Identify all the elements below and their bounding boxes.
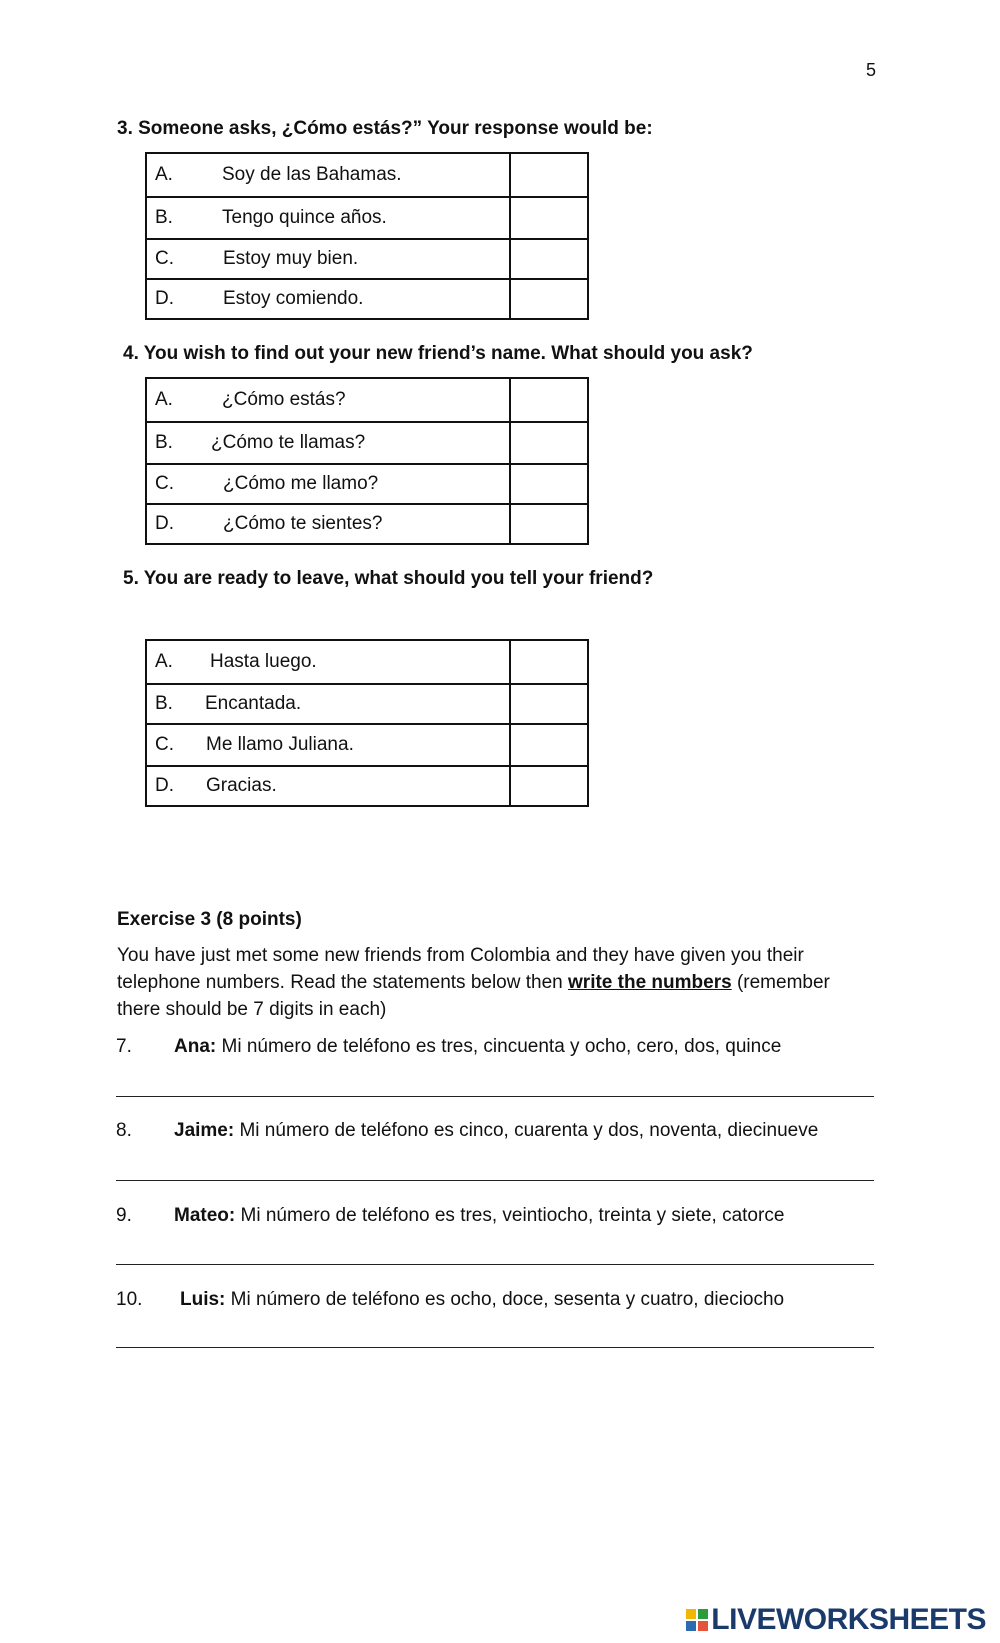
option-text: ¿Cómo me llamo?: [223, 473, 379, 494]
option-row: [146, 766, 588, 806]
answer-box[interactable]: [511, 207, 587, 230]
answer-line-7[interactable]: [116, 1070, 874, 1097]
phone-statement: [174, 1036, 781, 1058]
option-letter: D.: [155, 775, 174, 796]
option-letter: B.: [155, 432, 173, 453]
option-letter: B.: [155, 207, 173, 228]
phone-statement: [174, 1120, 818, 1142]
logo-square-icon: [698, 1621, 708, 1631]
option-row: [146, 279, 588, 319]
question-4-options: [145, 377, 589, 545]
exercise-instructions: [117, 942, 877, 1023]
logo-text: LIVEWORKSHEETS: [711, 1603, 986, 1636]
friend-name: Luis:: [180, 1289, 226, 1310]
option-row: [146, 640, 588, 684]
phone-statement: [180, 1289, 784, 1311]
option-letter: C.: [155, 473, 174, 494]
exercise-title: Exercise 3 (8 points): [117, 909, 302, 930]
option-text: ¿Cómo te sientes?: [223, 513, 383, 534]
statement-text: Mi número de teléfono es tres, veintiocho, treinta y siete, catorce: [235, 1205, 785, 1226]
option-row: [146, 504, 588, 544]
friend-name: Jaime:: [174, 1120, 235, 1141]
option-text: Me llamo Juliana.: [206, 734, 354, 755]
answer-line-10[interactable]: [116, 1321, 874, 1348]
question-5-options: [145, 639, 589, 807]
answer-box[interactable]: [511, 248, 587, 271]
answer-box[interactable]: [511, 693, 587, 716]
answer-line-9[interactable]: [116, 1238, 874, 1265]
option-row: [146, 239, 588, 279]
statement-text: Mi número de teléfono es tres, cincuenta y ocho, cero, dos, quince: [216, 1036, 782, 1057]
answer-box[interactable]: [511, 513, 587, 536]
option-row: [146, 422, 588, 464]
question-3-options: [145, 152, 589, 320]
option-letter: A.: [155, 651, 173, 672]
answer-line-8[interactable]: [116, 1154, 874, 1181]
statement-text: Mi número de teléfono es cinco, cuarenta y dos, noventa, diecinueve: [234, 1120, 819, 1141]
page-number: 5: [866, 60, 877, 80]
option-text: Hasta luego.: [210, 651, 317, 672]
phone-statement: [174, 1205, 784, 1227]
option-letter: D.: [155, 288, 174, 309]
option-letter: D.: [155, 513, 174, 534]
logo-square-icon: [686, 1621, 696, 1631]
logo-square-icon: [686, 1609, 696, 1619]
option-letter: B.: [155, 693, 173, 714]
option-text: Encantada.: [205, 693, 302, 714]
item-number: 9.: [116, 1205, 132, 1226]
liveworksheets-logo: [686, 1603, 986, 1637]
answer-box[interactable]: [511, 775, 587, 798]
friend-name: Mateo:: [174, 1205, 236, 1226]
option-text: Soy de las Bahamas.: [222, 164, 402, 185]
question-3-prompt: 3. Someone asks, ¿Cómo estás?” Your response would be:: [117, 118, 653, 139]
item-number: 8.: [116, 1120, 132, 1141]
option-text: ¿Cómo te llamas?: [211, 432, 366, 453]
friend-name: Ana:: [174, 1036, 217, 1057]
answer-box[interactable]: [511, 389, 587, 412]
liveworksheets-grid-icon: [686, 1609, 708, 1631]
logo-square-icon: [698, 1609, 708, 1619]
option-row: [146, 724, 588, 766]
instructions-emphasis: write the numbers: [568, 972, 732, 993]
answer-box[interactable]: [511, 164, 587, 187]
option-letter: C.: [155, 248, 174, 269]
option-text: Gracias.: [206, 775, 277, 796]
answer-box[interactable]: [511, 651, 587, 674]
option-row: [146, 464, 588, 504]
option-text: Estoy comiendo.: [223, 288, 364, 309]
option-row: [146, 197, 588, 239]
option-letter: C.: [155, 734, 174, 755]
item-number: 10.: [116, 1289, 143, 1310]
question-5-prompt: 5. You are ready to leave, what should you tell your friend?: [123, 568, 654, 589]
answer-box[interactable]: [511, 734, 587, 757]
item-number: 7.: [116, 1036, 132, 1057]
option-letter: A.: [155, 164, 173, 185]
instructions-text: You have just met some new friends from Colombia and they have given you their telephone numbers. Read the statements below then: [117, 945, 804, 993]
answer-box[interactable]: [511, 288, 587, 311]
option-text: Estoy muy bien.: [223, 248, 359, 269]
option-text: ¿Cómo estás?: [222, 389, 346, 410]
question-4-prompt: 4. You wish to find out your new friend’s name. What should you ask?: [123, 343, 753, 364]
answer-box[interactable]: [511, 473, 587, 496]
instructions-text: (remember there should be 7 digits in each): [117, 972, 830, 1020]
option-row: [146, 684, 588, 724]
answer-box[interactable]: [511, 432, 587, 455]
option-row: [146, 378, 588, 422]
option-letter: A.: [155, 389, 173, 410]
option-row: [146, 153, 588, 197]
statement-text: Mi número de teléfono es ocho, doce, sesenta y cuatro, dieciocho: [225, 1289, 785, 1310]
option-text: Tengo quince años.: [222, 207, 387, 228]
